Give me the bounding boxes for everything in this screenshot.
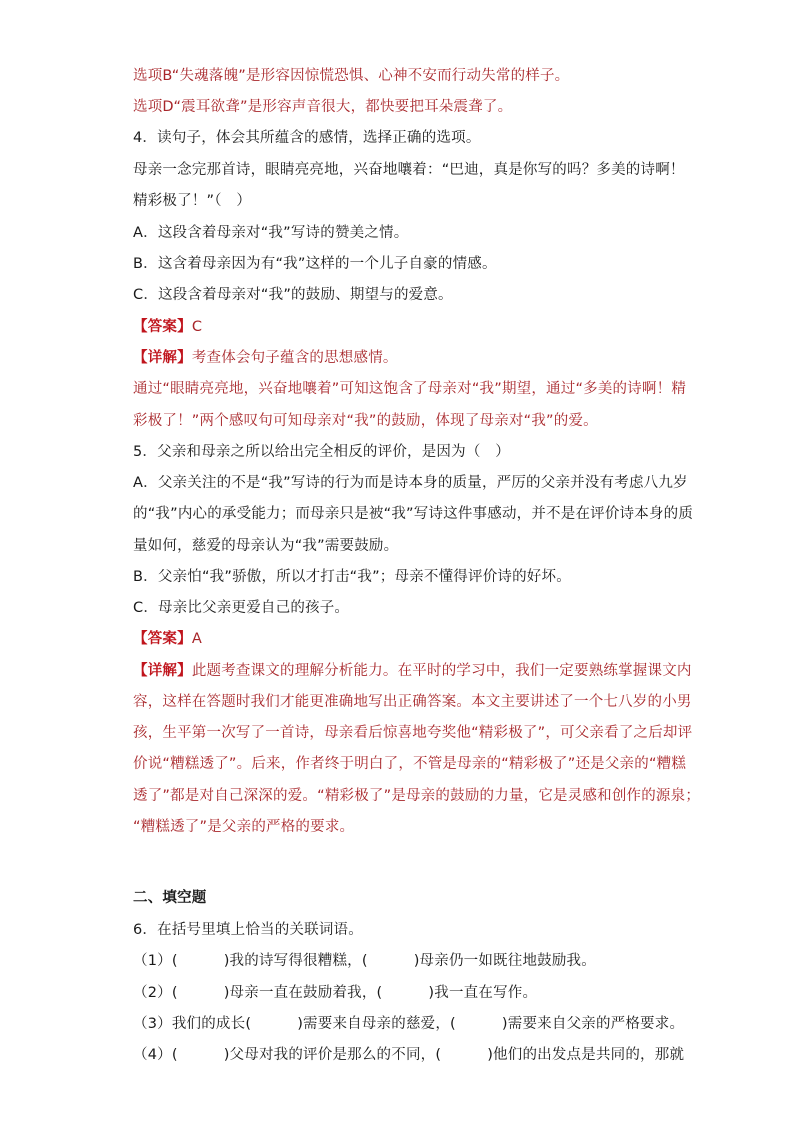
- detail-text: 考查体会句子蕴含的思想感情。: [191, 350, 398, 366]
- detail-4-line-2: 通过“眼睛亮亮地，兴奋地嚷着”可知这饱含了母亲对“我”期望，通过“多美的诗啊！精: [133, 381, 687, 397]
- item-text: )需要来自父亲的严格要求。: [501, 1016, 685, 1032]
- detail-5-line-4: 价说“糟糕透了”。后来，作者终于明白了，不管是母亲的“精彩极了”还是父亲的“糟糕: [133, 756, 687, 772]
- question-4-sentence-2: 精彩极了！”（ ）: [133, 193, 252, 209]
- item-text: （1）(: [133, 953, 178, 969]
- detail-text: 此题考查课文的理解分析能力。在平时的学习中，我们一定要熟练掌握课文内: [191, 663, 692, 679]
- question-6: 6．在括号里填上恰当的关联词语。: [133, 922, 363, 938]
- question-5-option-a-2: 的“我”内心的承受能力；而母亲只是被“我”写诗这件事感动，并不是在评价诗本身的质: [133, 506, 694, 522]
- question-4: 4．读句子，体会其所蕴含的感情，选择正确的选项。: [133, 130, 481, 146]
- detail-5-line-5: 透了”都是对自己深深的爱。“精彩极了”是母亲的鼓励的力量，它是灵感和创作的源泉；: [133, 788, 701, 804]
- line-option-d-explanation: 选项D“震耳欲聋”是形容声音很大，都快要把耳朵震聋了。: [133, 99, 513, 115]
- answer-value: C: [191, 319, 203, 335]
- question-4-option-a: A．这段含着母亲对“我”写诗的赞美之情。: [133, 225, 409, 241]
- answer-5: [133, 629, 202, 649]
- detail-4-line-3: 彩极了！”两个感叹句可知母亲对“我”的鼓励，体现了母亲对“我”的爱。: [133, 413, 598, 429]
- answer-tag: 【答案】: [133, 319, 192, 335]
- question-5-option-a-3: 量如何，慈爱的母亲认为“我”需要鼓励。: [133, 538, 399, 554]
- question-5-option-b: B．父亲怕“我”骄傲，所以才打击“我”；母亲不懂得评价诗的好坏。: [133, 569, 571, 585]
- item-text: )他们的出发点是共同的，那就: [487, 1047, 685, 1063]
- detail-tag: 【详解】: [133, 663, 192, 679]
- question-4-option-b: B．这含着母亲因为有“我”这样的一个儿子自豪的情感。: [133, 256, 497, 272]
- answer-4: [133, 317, 202, 337]
- question-6-item-1: [133, 951, 596, 971]
- item-text: )我一直在写作。: [428, 985, 538, 1001]
- answer-value: A: [191, 631, 202, 647]
- item-text: )需要来自母亲的慈爱，(: [297, 1016, 456, 1032]
- item-text: )父母对我的评价是那么的不同，(: [223, 1047, 442, 1063]
- question-4-sentence-1: 母亲一念完那首诗，眼睛亮亮地，兴奋地嚷着：“巴迪，真是你写的吗？多美的诗啊！: [133, 162, 685, 178]
- detail-tag: 【详解】: [133, 350, 192, 366]
- item-text: （2）(: [133, 985, 178, 1001]
- item-text: )母亲仍一如既往地鼓励我。: [413, 953, 596, 969]
- question-6-item-2: [133, 983, 537, 1003]
- question-5-option-c: C．母亲比父亲更爱自己的孩子。: [133, 600, 350, 616]
- question-6-item-4: [133, 1045, 684, 1065]
- answer-tag: 【答案】: [133, 631, 192, 647]
- detail-5-line-3: 孩，生平第一次写了一首诗，母亲看后惊喜地夸奖他“精彩极了”，可父亲看了之后却评: [133, 725, 693, 741]
- item-text: （3）我们的成长(: [133, 1016, 252, 1032]
- item-text: （4）(: [133, 1047, 178, 1063]
- section-title-fill-blank: 二、填空题: [133, 890, 207, 906]
- question-4-option-c: C．这段含着母亲对“我”的鼓励、期望与的爱意。: [133, 287, 453, 303]
- item-text: )母亲一直在鼓励着我，(: [223, 985, 383, 1001]
- detail-5-line-2: 容，这样在答题时我们才能更准确地写出正确答案。本文主要讲述了一个七八岁的小男: [133, 694, 692, 710]
- line-option-b-explanation: 选项B“失魂落魄”是形容因惊慌恐惧、心神不安而行动失常的样子。: [133, 68, 570, 84]
- question-6-item-3: [133, 1014, 684, 1034]
- item-text: )我的诗写得很糟糕，(: [223, 953, 368, 969]
- detail-5: [133, 661, 692, 681]
- question-5: 5．父亲和母亲之所以给出完全相反的评价，是因为（ ）: [133, 444, 510, 460]
- detail-4: [133, 348, 398, 368]
- question-5-option-a-1: A．父亲关注的不是“我”写诗的行为而是诗本身的质量，严厉的父亲并没有考虑八九岁: [133, 475, 688, 491]
- detail-5-line-6: “糟糕透了”是父亲的严格的要求。: [133, 819, 355, 835]
